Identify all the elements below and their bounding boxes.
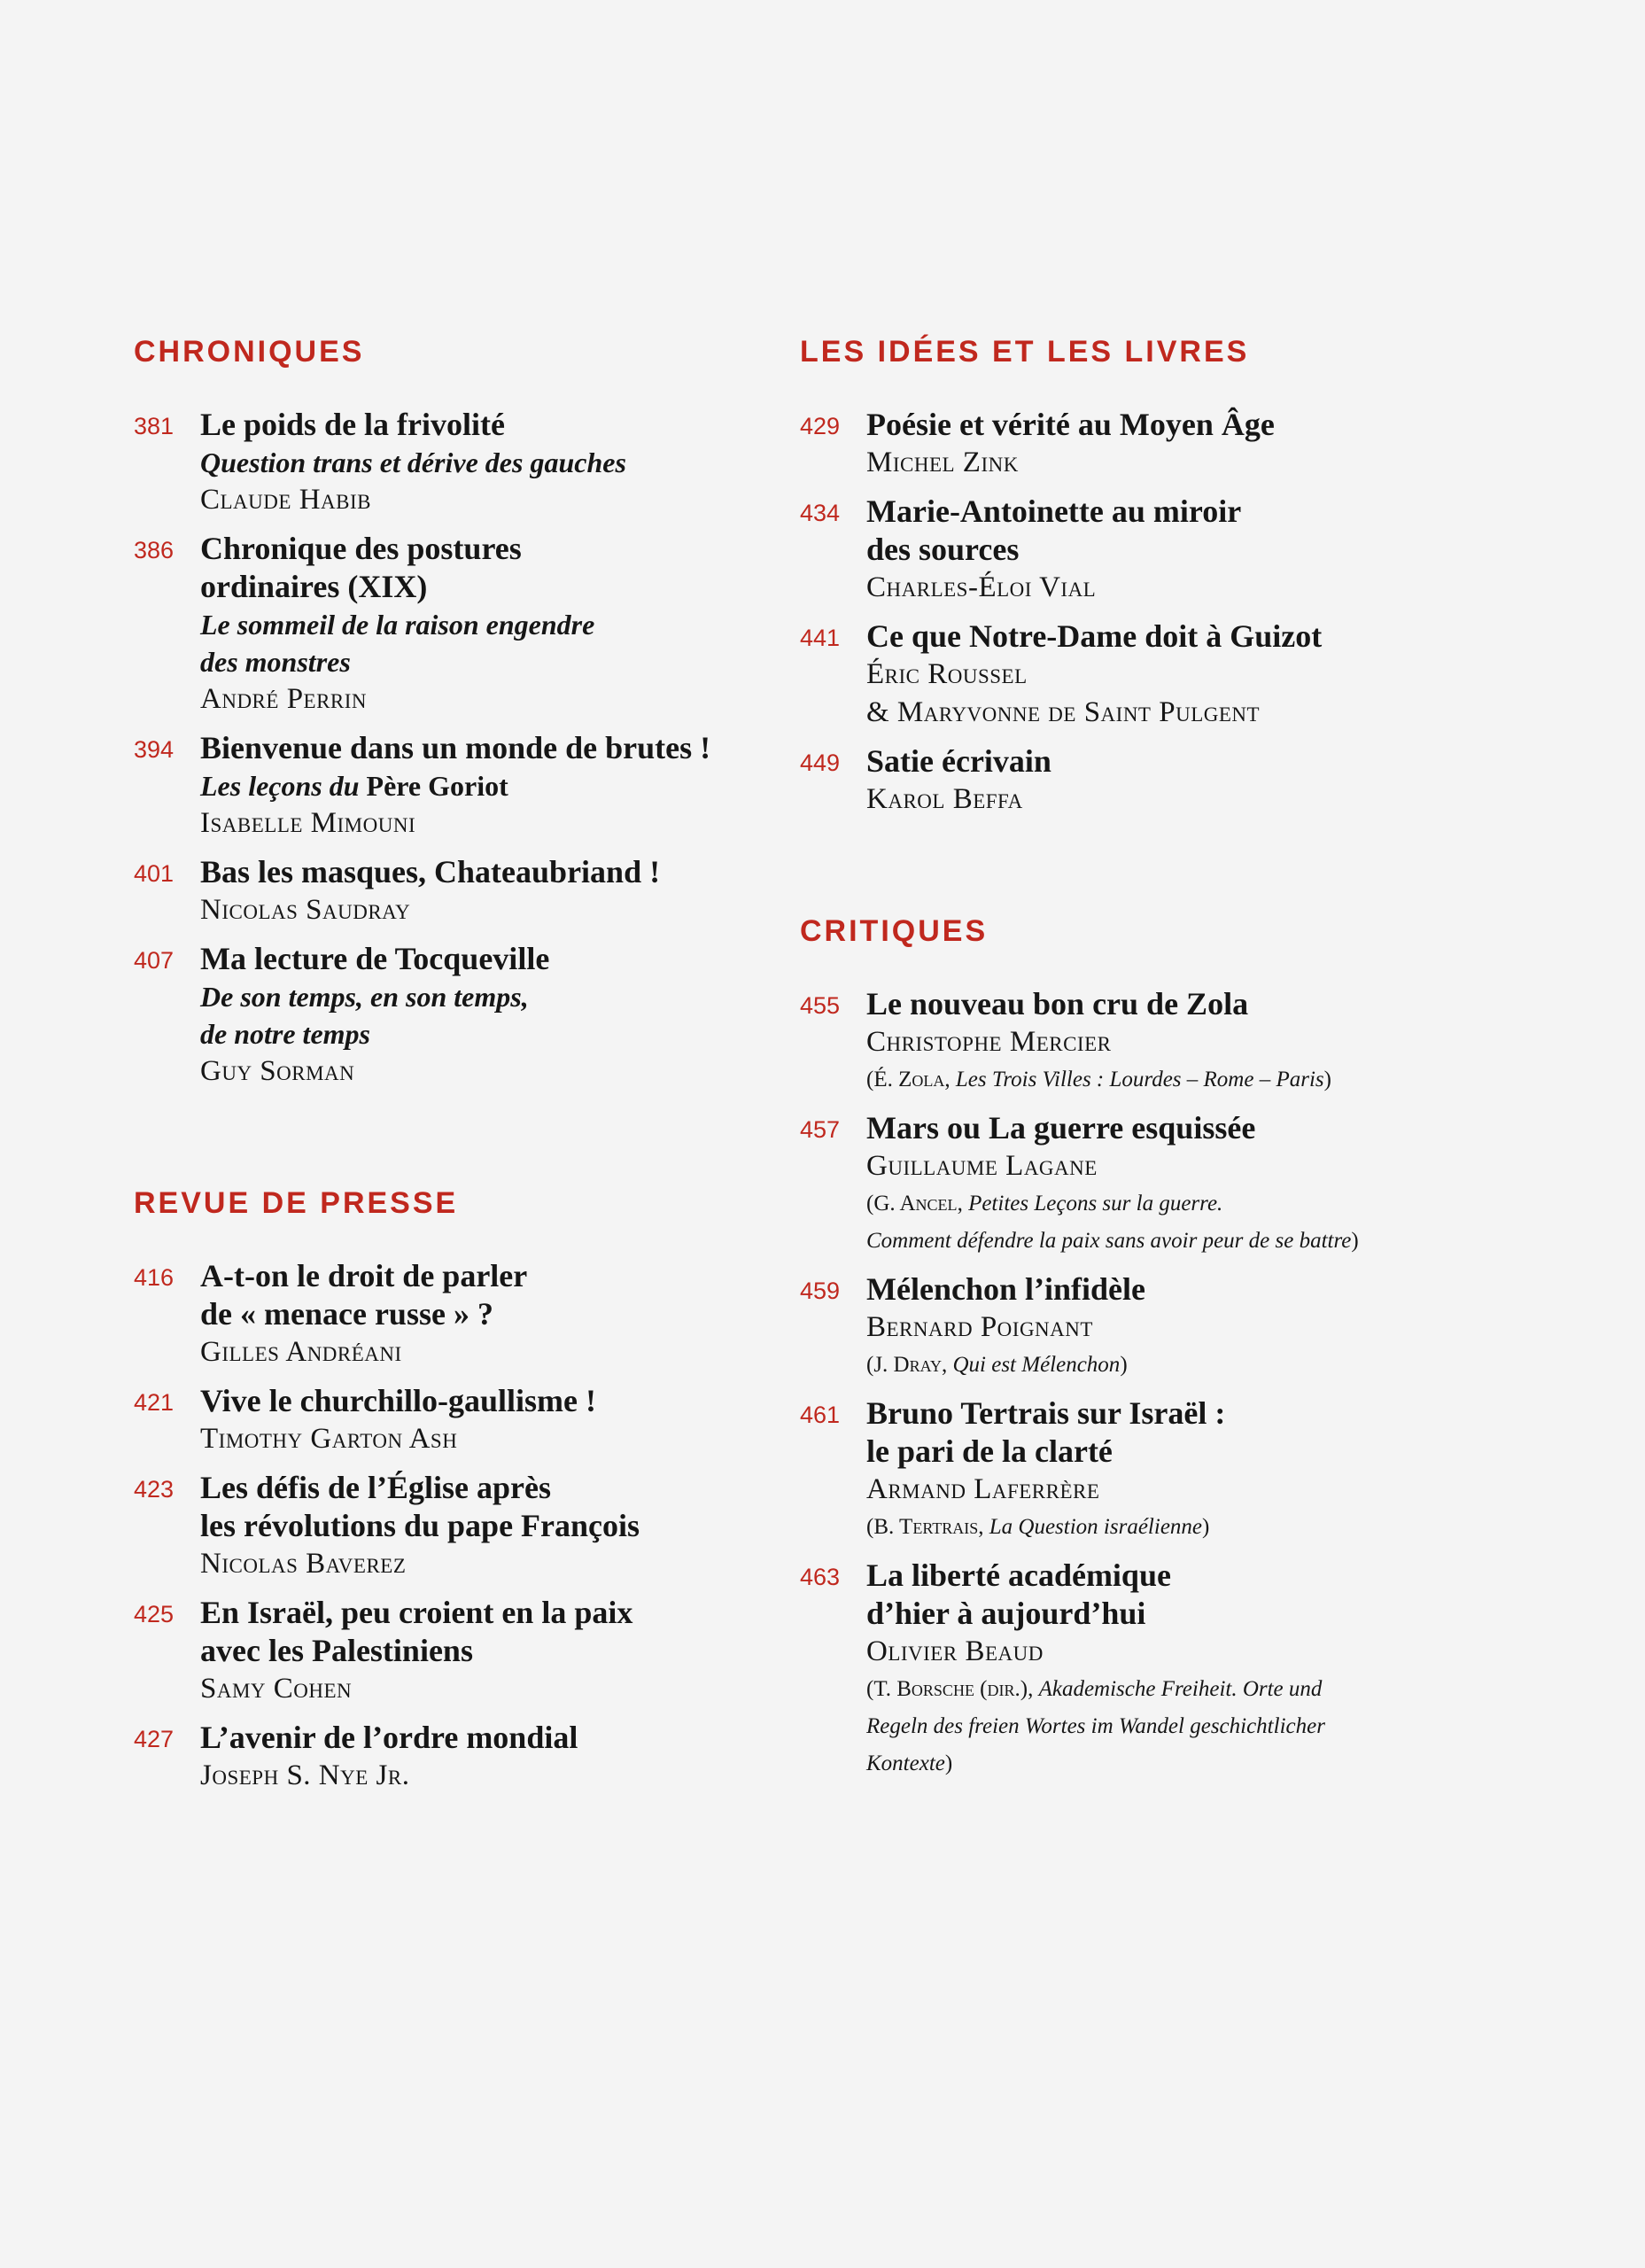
note-book-title: Kontexte — [866, 1751, 945, 1775]
toc-entry[interactable] — [134, 1257, 807, 1371]
note-sep: , — [957, 1192, 969, 1216]
toc-entry[interactable] — [134, 406, 807, 519]
entry-subtitle: De son temps, en son temps, — [200, 981, 529, 1013]
entry-author: Isabelle Mimouni — [200, 807, 416, 839]
right-column — [800, 337, 1473, 1793]
note-author: G. Ancel — [873, 1192, 958, 1216]
entry-author: Michel Zink — [866, 447, 1019, 478]
entry-author: Éric Roussel — [866, 658, 1028, 690]
entry-title: avec les Palestiniens — [200, 1633, 473, 1668]
entry-title: Chronique des postures — [200, 531, 522, 566]
note-paren: ( — [866, 1353, 874, 1377]
section-heading: CRITIQUES — [800, 914, 989, 948]
note-book-title: Comment défendre la paix sans avoir peur de se battre — [866, 1229, 1352, 1253]
entry-author: Samy Cohen — [200, 1673, 353, 1705]
page-number: 455 — [800, 992, 841, 1019]
entry-title: Mélenchon l’infidèle — [866, 1271, 1145, 1307]
page-number: 459 — [800, 1278, 841, 1304]
entry-note — [866, 1745, 1473, 1783]
entry-title: Mars ou La guerre esquissée — [866, 1110, 1256, 1146]
note-sep: , — [978, 1515, 989, 1539]
note-paren: ) — [1202, 1515, 1210, 1539]
toc-entry[interactable] — [800, 742, 1473, 819]
entry-author: Guillaume Lagane — [866, 1150, 1098, 1182]
note-book-title: Les Trois Villes : Lourdes – Rome – Paris — [955, 1068, 1324, 1091]
page-number: 457 — [800, 1116, 841, 1143]
page-number: 416 — [134, 1264, 175, 1291]
toc-entry[interactable] — [800, 617, 1473, 732]
note-book-title: Petites Leçons sur la guerre. — [968, 1192, 1223, 1216]
note-book-title: Qui est Mélenchon — [952, 1353, 1121, 1377]
note-paren: ) — [944, 1751, 953, 1775]
entry-author: Claude Habib — [200, 484, 371, 516]
entry-title: A-t-on le droit de parler — [200, 1258, 528, 1293]
note-paren: ( — [866, 1677, 874, 1701]
entry-note — [866, 1061, 1473, 1099]
entry-title: Bas les masques, Chateaubriand ! — [200, 854, 661, 889]
note-author: J. Dray — [873, 1353, 942, 1377]
toc-entry[interactable] — [134, 729, 807, 843]
page-number: 429 — [800, 413, 841, 439]
section-idees-et-livres — [800, 337, 1473, 819]
toc-entry[interactable] — [134, 1382, 807, 1458]
entry-subtitle — [200, 767, 807, 804]
entry-author: Charles-Éloi Vial — [866, 571, 1097, 603]
entry-note — [866, 1185, 1473, 1223]
note-sep: , — [944, 1068, 956, 1091]
note-sep: , — [1028, 1677, 1039, 1701]
entry-author: & Maryvonne de Saint Pulgent — [866, 696, 1261, 728]
entry-note — [866, 1223, 1473, 1260]
entry-title: Les défis de l’Église après — [200, 1470, 551, 1505]
entry-title: Marie-Antoinette au miroir — [866, 493, 1242, 529]
entry-note — [866, 1708, 1473, 1745]
entry-title: le pari de la clarté — [866, 1433, 1113, 1469]
note-author: B. Tertrais — [873, 1515, 979, 1539]
toc-entry[interactable] — [800, 406, 1473, 482]
entry-title: L’avenir de l’ordre mondial — [200, 1720, 578, 1755]
page-number: 425 — [134, 1601, 175, 1627]
entry-title: La liberté académique — [866, 1557, 1171, 1593]
entry-title: Bienvenue dans un monde de brutes ! — [200, 730, 711, 765]
note-paren: ( — [866, 1068, 874, 1091]
page-number: 463 — [800, 1564, 841, 1590]
page-number: 407 — [134, 947, 175, 974]
entry-author: Nicolas Baverez — [200, 1548, 407, 1580]
toc-entry[interactable] — [800, 985, 1473, 1099]
page-number: 449 — [800, 750, 841, 776]
entry-note — [866, 1671, 1473, 1708]
page-number: 381 — [134, 413, 175, 439]
section-heading: LES IDÉES ET LES LIVRES — [800, 335, 1250, 369]
page-number: 427 — [134, 1726, 175, 1752]
entry-author: Karol Beffa — [866, 783, 1023, 815]
entry-title: Satie écrivain — [866, 743, 1051, 779]
toc-entry[interactable] — [800, 1557, 1473, 1783]
entry-author: Christophe Mercier — [866, 1026, 1112, 1058]
entry-title: Ce que Notre-Dame doit à Guizot — [866, 618, 1323, 654]
page-number: 401 — [134, 860, 175, 887]
subtitle-italic: Les leçons du — [200, 770, 367, 802]
entry-author: Guy Sorman — [200, 1055, 355, 1087]
note-book-title: Regeln des freien Wortes im Wandel geschichtlicher — [866, 1714, 1325, 1738]
toc-entry[interactable] — [134, 1469, 807, 1583]
entry-author: Armand Laferrère — [866, 1473, 1100, 1505]
toc-entry[interactable] — [800, 493, 1473, 607]
toc-entry[interactable] — [134, 530, 807, 718]
page-number: 394 — [134, 736, 175, 763]
entry-title: d’hier à aujourd’hui — [866, 1596, 1146, 1631]
note-sep: , — [941, 1353, 953, 1377]
section-chroniques — [134, 337, 807, 1091]
entry-title: Ma lecture de Tocqueville — [200, 941, 550, 976]
entry-subtitle: Le sommeil de la raison engendre — [200, 609, 595, 641]
toc-entry[interactable] — [800, 1270, 1473, 1384]
toc-entry[interactable] — [134, 1719, 807, 1795]
section-critiques — [800, 916, 1473, 1783]
entry-title: En Israël, peu croient en la paix — [200, 1595, 633, 1630]
entry-note — [866, 1347, 1473, 1384]
note-paren: ) — [1323, 1068, 1331, 1091]
note-paren: ) — [1351, 1229, 1359, 1253]
page-number: 421 — [134, 1389, 175, 1416]
entry-title: ordinaires (XIX) — [200, 569, 428, 604]
note-paren: ) — [1120, 1353, 1128, 1377]
note-author: É. Zola — [873, 1068, 945, 1091]
toc-entry[interactable] — [134, 940, 807, 1091]
entry-note — [866, 1509, 1473, 1546]
page-number: 386 — [134, 537, 175, 563]
note-book-title: La Question israélienne — [989, 1515, 1203, 1539]
entry-subtitle: Question trans et dérive des gauches — [200, 447, 626, 478]
subtitle-upright: Père Goriot — [366, 770, 508, 802]
entry-author: Gilles Andréani — [200, 1336, 402, 1368]
entry-subtitle: de notre temps — [200, 1018, 370, 1050]
note-book-title: Akademische Freiheit. Orte und — [1038, 1677, 1323, 1701]
entry-title: Poésie et vérité au Moyen Âge — [866, 407, 1275, 442]
entry-title: les révolutions du pape François — [200, 1508, 640, 1543]
toc-entry[interactable] — [800, 1109, 1473, 1260]
entry-title: Bruno Tertrais sur Israël : — [866, 1395, 1226, 1431]
note-author: T. Borsche (dir.) — [873, 1677, 1028, 1701]
entry-author: Joseph S. Nye Jr. — [200, 1759, 410, 1791]
note-paren: ( — [866, 1192, 874, 1216]
entry-author: André Perrin — [200, 683, 368, 715]
entry-author: Nicolas Saudray — [200, 894, 411, 926]
section-revue-de-presse — [134, 1188, 807, 1795]
entry-title: Vive le churchillo-gaullisme ! — [200, 1383, 596, 1418]
entry-title: Le poids de la frivolité — [200, 407, 505, 442]
section-heading: CHRONIQUES — [134, 335, 365, 369]
entry-title: de « menace russe » ? — [200, 1296, 493, 1332]
page-number: 461 — [800, 1402, 841, 1428]
page-number: 434 — [800, 500, 841, 526]
entry-subtitle: des monstres — [200, 646, 351, 678]
toc-entry[interactable] — [134, 1594, 807, 1708]
note-paren: ( — [866, 1515, 874, 1539]
toc-entry[interactable] — [800, 1394, 1473, 1546]
toc-entry[interactable] — [134, 853, 807, 929]
entry-title: des sources — [866, 532, 1020, 567]
entry-author: Bernard Poignant — [866, 1311, 1093, 1343]
entry-author: Olivier Beaud — [866, 1635, 1044, 1667]
entry-author: Timothy Garton Ash — [200, 1423, 458, 1455]
left-column — [134, 337, 807, 1806]
section-heading: REVUE DE PRESSE — [134, 1186, 459, 1220]
page-number: 423 — [134, 1476, 175, 1503]
entry-title: Le nouveau bon cru de Zola — [866, 986, 1249, 1021]
page-number: 441 — [800, 625, 841, 651]
